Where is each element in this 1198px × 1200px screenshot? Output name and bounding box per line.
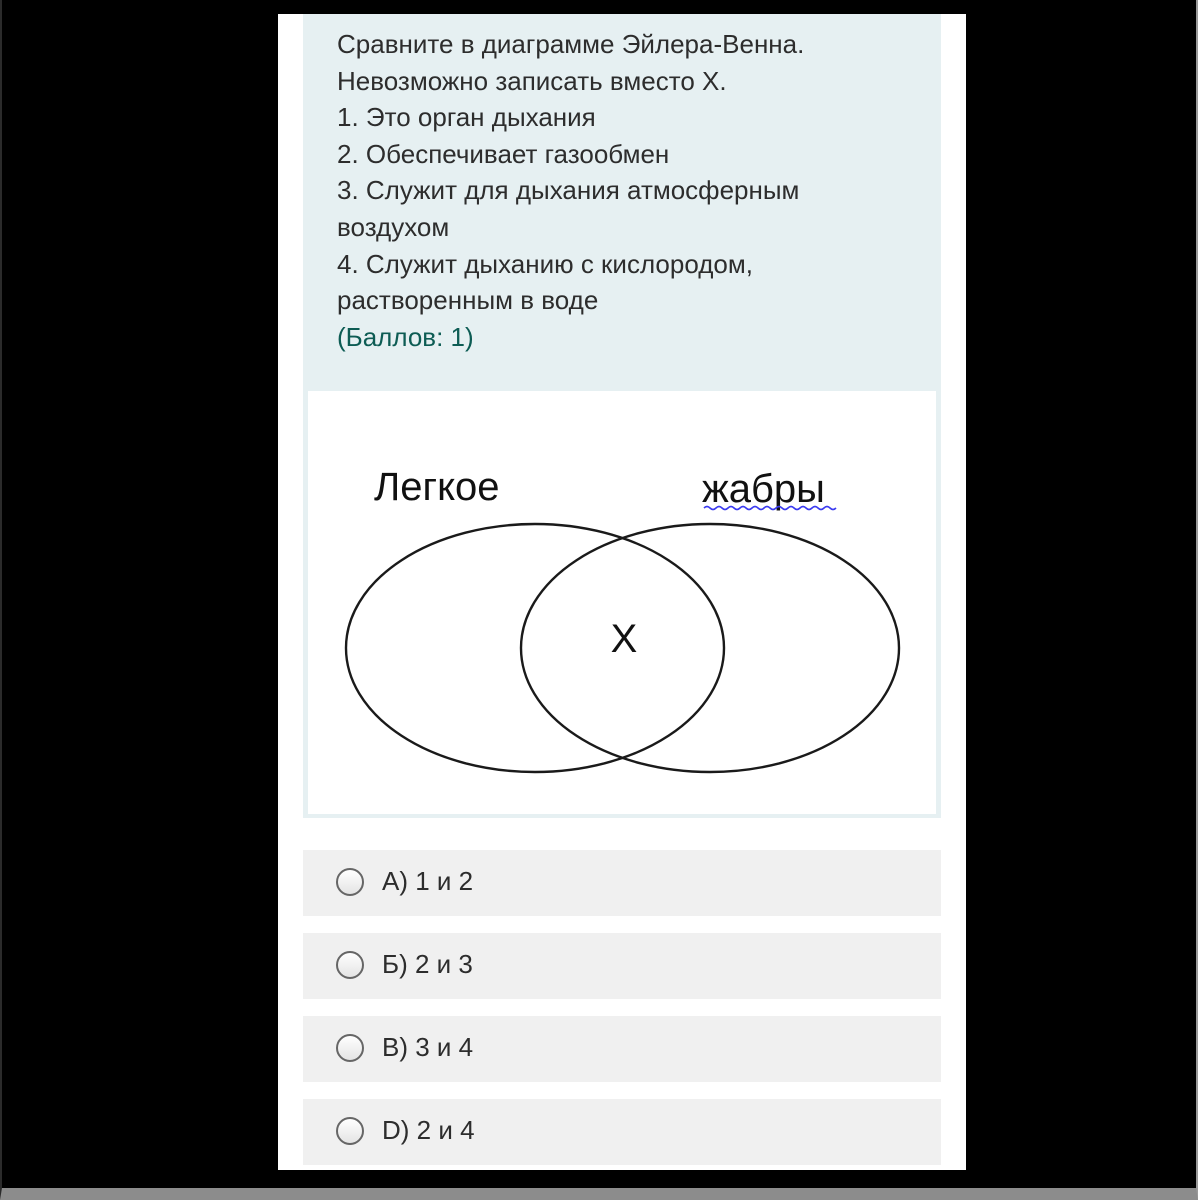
venn-diagram: [308, 391, 936, 814]
radio-button[interactable]: [336, 868, 364, 896]
right-set-ellipse: [521, 524, 899, 772]
answer-option-c[interactable]: [303, 1016, 941, 1082]
left-set-ellipse: [346, 524, 724, 772]
intersection-label: Х: [610, 617, 638, 661]
answer-option-d[interactable]: [303, 1099, 941, 1165]
question-line: Сравните в диаграмме Эйлера-Венна.: [337, 29, 805, 59]
question-line: 4. Служит дыханию с кислородом,: [337, 248, 753, 279]
answer-option-a[interactable]: [303, 850, 941, 916]
question-text: [337, 26, 927, 355]
answer-option-b[interactable]: [303, 933, 941, 999]
radio-button[interactable]: [336, 1117, 364, 1145]
radio-button[interactable]: [336, 951, 364, 979]
left-set-label: Легкое: [374, 465, 500, 509]
question-line: 1. Это орган дыхания: [337, 102, 596, 133]
quiz-card: [278, 14, 966, 1170]
points-label: (Баллов: 1): [337, 321, 474, 352]
option-label: А) 1 и 2: [382, 866, 474, 896]
option-label: D) 2 и 4: [382, 1115, 475, 1145]
question-line: растворенным в воде: [337, 285, 599, 316]
question-line: 3. Служит для дыхания атмосферным: [337, 175, 800, 206]
venn-diagram-image: [308, 391, 936, 814]
option-label: В) 3 и 4: [382, 1032, 474, 1062]
question-line: воздухом: [337, 211, 450, 242]
question-line: 2. Обеспечивает газообмен: [337, 138, 670, 169]
question-panel: [303, 14, 941, 818]
right-set-label: жабры: [702, 467, 825, 511]
option-label: Б) 2 и 3: [382, 949, 473, 979]
radio-button[interactable]: [336, 1034, 364, 1062]
question-line: Невозможно записать вместо Х.: [337, 65, 727, 96]
